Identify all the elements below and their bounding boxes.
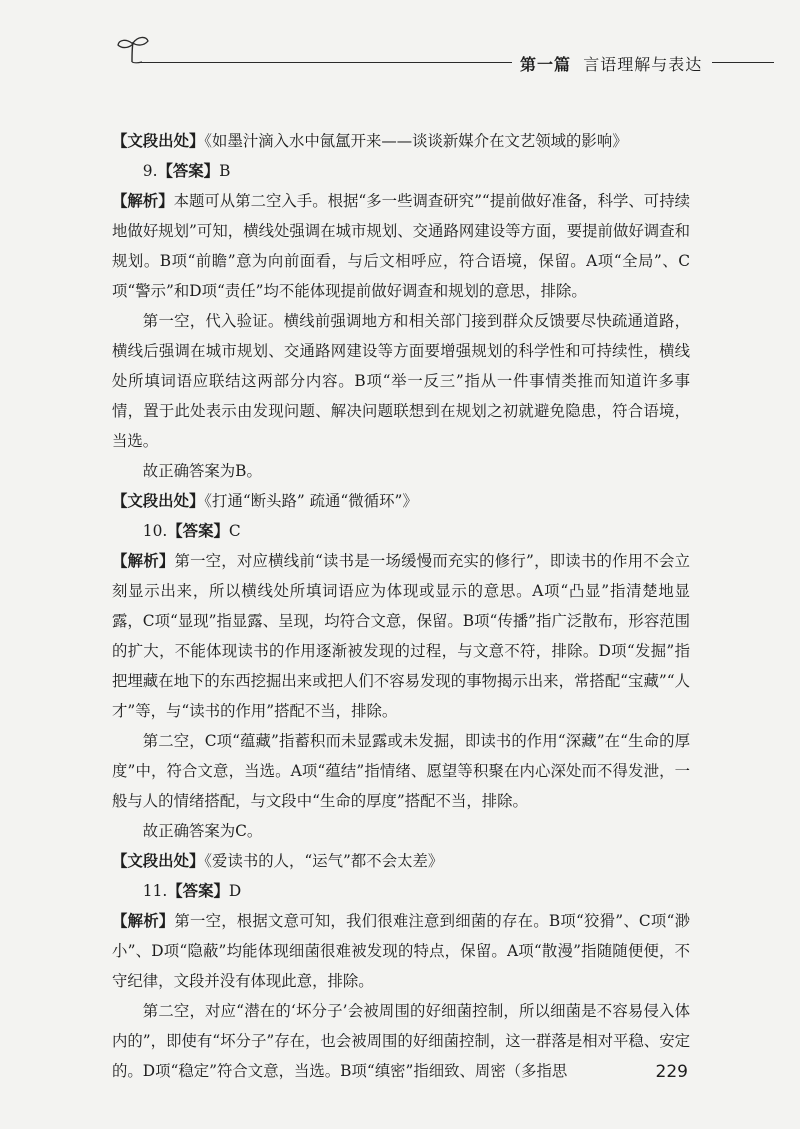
paragraph xyxy=(112,996,690,1086)
paragraph-text: 《爱读书的人，“运气”都不会太差》 xyxy=(204,852,444,870)
paragraph-text: 第一空，根据文意可知，我们很难注意到细菌的存在。B项“狡猾”、C项“渺小”、D项“隐蔽”均能体现细菌很难被发现的特点，保留。A项“散漫”指随随便便，不守纪律，文段并没有体现此意，排除。 xyxy=(112,912,690,990)
paragraph xyxy=(112,186,690,306)
paragraph xyxy=(112,726,690,816)
paragraph-text: 第二空，C项“蕴藏”指蓄积而未显露或未发掘，即读书的作用“深藏”在“生命的厚度”中，符合文意，当选。A项“蕴结”指情绪、愿望等积聚在内心深处而不得发泄，一般与人的情绪搭配，与文段中“生命的厚度”搭配不当，排除。 xyxy=(112,732,690,810)
paragraph xyxy=(112,156,690,186)
section-tag: 【文段出处】 xyxy=(112,132,205,150)
page-body xyxy=(112,126,690,1086)
question-number: 11. xyxy=(142,882,168,900)
question-number: 9. xyxy=(142,162,158,180)
section-tag: 【文段出处】 xyxy=(112,492,205,510)
paragraph xyxy=(112,906,690,996)
paragraph xyxy=(112,816,690,846)
sprout-icon xyxy=(116,34,150,64)
running-header xyxy=(0,0,800,80)
paragraph xyxy=(112,456,690,486)
paragraph xyxy=(112,846,690,876)
section-tag: 【解析】 xyxy=(112,552,175,570)
paragraph-text: 故正确答案为C。 xyxy=(142,822,263,840)
header-section: 言语理解与表达 xyxy=(583,55,703,74)
section-tag: 【答案】 xyxy=(167,522,229,540)
paragraph-text: 第二空，对应“潜在的‘坏分子’会被周围的好细菌控制，所以细菌是不容易侵入体内的”，即使有“坏分子”存在，也会被周围的好细菌控制，这一群落是相对平稳、安定的。D项“稳定”符合文意，当选。B项“缜密”指细致、周密（多指思 xyxy=(112,1002,690,1080)
header-title xyxy=(520,52,702,75)
paragraph-text: 第一空，代入验证。横线前强调地方和相关部门接到群众反馈要尽快疏通道路，横线后强调在城市规划、交通路网建设等方面要增强规划的科学性和可持续性，横线处所填词语应联结这两部分内容。B项“举一反三”指从一件事情类推而知道许多事情，置于此处表示由发现问题、解决问题联想到在规划之初就避免隐患，符合语境，当选。 xyxy=(112,312,690,450)
paragraph xyxy=(112,876,690,906)
paragraph xyxy=(112,516,690,546)
header-part: 第一篇 xyxy=(520,55,572,74)
paragraph-text: B xyxy=(219,162,231,180)
paragraph-text: 《如墨汁滴入水中氤氲开来——谈谈新媒介在文艺领域的影响》 xyxy=(204,132,628,150)
section-tag: 【答案】 xyxy=(157,162,220,180)
header-rule-right xyxy=(712,62,774,63)
header-rule-left xyxy=(140,62,512,63)
paragraph-text: 第一空，对应横线前“读书是一场缓慢而充实的修行”，即读书的作用不会立刻显示出来，所以横线处所填词语应为体现或显示的意思。A项“凸显”指清楚地显露，C项“显现”指显露、呈现，均符合文意，保留。B项“传播”指广泛散布，形容范围的扩大，不能体现读书的作用逐渐被发现的过程，与文意不符，排除。D项“发掘”指把埋藏在地下的东西挖掘出来或把人们不容易发现的事物揭示出来，常搭配“宝藏”“人才”等，与“读书的作用”搭配不当，排除。 xyxy=(112,552,690,720)
question-number: 10. xyxy=(142,522,168,540)
paragraph-text: C xyxy=(228,522,241,540)
paragraph-text: 故正确答案为B。 xyxy=(142,462,262,480)
paragraph xyxy=(112,546,690,726)
paragraph xyxy=(112,306,690,456)
paragraph-text: D xyxy=(228,882,242,900)
section-tag: 【解析】 xyxy=(112,912,175,930)
section-tag: 【文段出处】 xyxy=(112,852,205,870)
paragraph-text: 本题可从第二空入手。根据“多一些调查研究”“提前做好准备，科学、可持续地做好规划”可知，横线处强调在城市规划、交通路网建设等方面，要提前做好调查和规划。B项“前瞻”意为向前面看，与后文相呼应，符合语境，保留。A项“全局”、C项“警示”和D项“责任”均不能体现提前做好调查和规划的意思，排除。 xyxy=(112,192,690,300)
paragraph xyxy=(112,126,690,156)
page-number: 229 xyxy=(655,1062,688,1082)
section-tag: 【解析】 xyxy=(112,192,174,210)
paragraph xyxy=(112,486,690,516)
section-tag: 【答案】 xyxy=(167,882,229,900)
paragraph-text: 《打通“断头路” 疏通“微循环”》 xyxy=(204,492,418,510)
